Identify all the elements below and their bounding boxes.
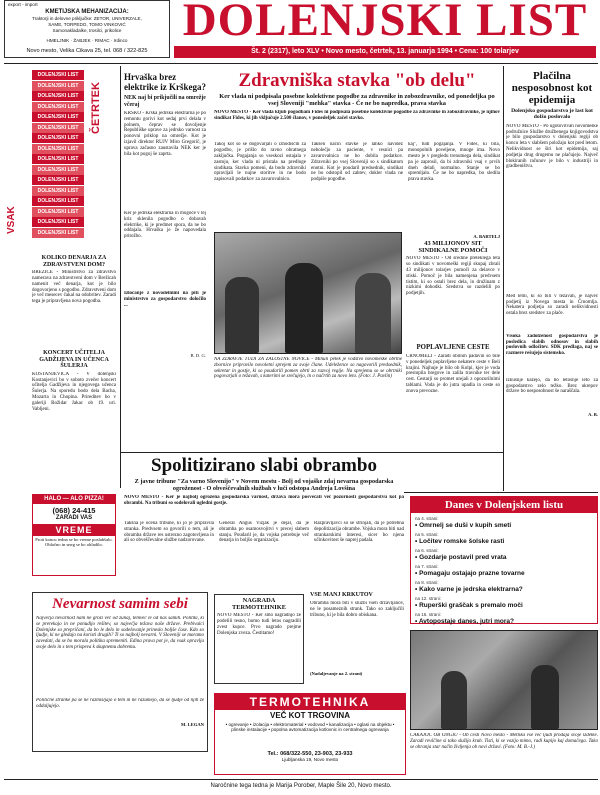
poplavljene-headline: POPLAVLJENE CESTE xyxy=(416,344,490,351)
rule-above-spolitizirano xyxy=(120,452,504,453)
nagrada-headline: NAGRADA TERMOTEHNIKE xyxy=(232,597,286,612)
nevarnost-body: Največja nevarnost nam ne grozi več od zunaj, temveč le od nas samih. Politiki, ki se prerekajo in ne ponudijo rešitev, so največja težava naše države. Prebivalci Dolenjske so prepričani, da bo le delo in sodelovanje prineslo boljše čase. Kdo so ljudje, ki ne gledajo na koristi drugih? Ti so najbolj nevarni. V Sloveniji se moramo zavedati, da se bo morala politika spremeniti. Edina prava pot je, da vsak opravlja svoje delo in s tem prispeva k skupnemu dobremu. xyxy=(36,616,204,650)
strip-item: DOLENJSKI LIST xyxy=(32,133,84,143)
ad-line-1: KMETIJSKA MEHANIZACIJA: xyxy=(45,9,129,15)
placilna-subhead: Dolenjsko gospodarstvo je last kot dolžo poslovalo xyxy=(511,108,593,121)
danes-item-page: na 8. strani: xyxy=(415,580,439,585)
spolitizirano-col-1: Takšna je ocena tribune, ki jo je pripravila stranka. Predvsem so govorili o tem, ali je obramba države res ustrezno zagotovljena in ali so obveščevalne službe nadzorovane. xyxy=(124,521,214,544)
danes-item-page: na 12. strani: xyxy=(415,596,442,601)
zdravniska-deck: Ker vlada ni podpisala posebne kolektivne pogodbe za zdravnike in zobozdravnike, od ponedeljka po vsej Sloveniji "mehka" stavka - Če ne bo napredka, prava stavka xyxy=(219,93,495,108)
ad-line-2: Traktorji in delovne priključke: ZETOR, UNIVERZALE, xyxy=(32,16,142,21)
placilna-headline: Plačilna nesposobnost kot epidemija xyxy=(511,70,593,106)
placilna-body-2: Med temi, ki so bili v težavah, je največ podjetij iz Novega mesta in Črnomlja. Nekatera podjetja so zaradi nelikvidnosti ostala brez sredstev za plače. xyxy=(506,293,598,317)
termotehnika-logo: TERMOTEHNIKA xyxy=(215,694,405,710)
nagrada-body: NOVO MESTO - Ker smo nagradnjo že podelili tesno, bomo tudi letos nagradili zvest kupce. Prvo nagrado prejme Dolenjska zveza. Čestitamo! xyxy=(217,613,301,636)
strip-item: DOLENJSKI LIST xyxy=(32,144,84,154)
spolitizirano-deck: Z javne tribune "Za varno Slovenijo" v Novem mestu - Bolj od vojaške zdaj nevarna gospodarska ogroženost - O obveščevalnih službah v luči odstopa Andreja Lovšina xyxy=(134,478,394,492)
zdravniska-signature: A. BARTELJ xyxy=(473,234,500,239)
strip-item: DOLENJSKI LIST xyxy=(32,123,84,133)
milijonov-body: NOVO MESTO - Od sredine preteklega leta so sindikati v novomeški regiji skupaj zbrali 43 milijonov tolarjev pomoči za delavce v stiski. Pomoč je bila namenjena predvsem tistim, ki so ostali brez dela, in družinam z nizkimi dohodki. Sredstva so razdelili po podjetjih. xyxy=(406,256,500,297)
danes-item-page: na 16. strani: xyxy=(415,612,442,617)
issue-line: Št. 2 (2317), leto XLV • Novo mesto, četrtek, 13. januarja 1994 • Cena: 100 tolarjev xyxy=(174,46,596,58)
bottom-caption: ČAKAJOČ OB ONGIU - Ob cesti Novo mesto - Metlika vse več ljudi prodaja svoje izdelke. Zaradi revščine si tako služijo kruh. Tisti, ki se vozijo mimo, radi kupijo kaj domačega. Tako se ohranja star način življenja ob novi državi. (Foto: M. B.-J.) xyxy=(410,733,598,750)
strip-item: DOLENJSKI LIST xyxy=(32,81,84,91)
placilna-body: NOVO MESTO - Po ugotovitvah novomeške podružnice Službe družbenega knjigovodstva je bilo gospodarstvo v dolenjski regiji ob koncu leta v slabšem položaju kot pred letom. Nelikvidnost se širi kot epidemija, saj podjetja drug drugemu ne plačujejo. Največ blokiranih računov je bilo v industriji in gradbeništvu. xyxy=(506,123,598,170)
photo-caption: NA ZDRAVJE TUDI ZA ŽALOSTNE NOVICE - Minuli petek je vodstvo novomeške obrtne zbornice pripravilo novoletni sprejem za svoje člane. Udeležence so nagovorili predsednik, sekretar in gostje, ki so poudarili pomen obrti za razvoj regije. Na sprejemu so se obrtniki pogovarjali o težavah, s katerimi se srečujejo, in o načrtih za novo leto. (Foto: J. Pavlin) xyxy=(214,357,402,380)
strip-item: DOLENJSKI LIST xyxy=(32,102,84,112)
strip-item: DOLENJSKI LIST xyxy=(32,165,84,175)
rule-under-masthead xyxy=(4,63,598,64)
koliko-headline: KOLIKO DENARJA ZA ZDRAVSTVENI DOM? xyxy=(41,255,107,268)
spolitizirano-col-4: Obramba mora biti v službi vseh državljanov, ne le posameznih strank. Tako so zaključili tribuno, ki je bila dobro obiskana. xyxy=(310,601,404,618)
strip-item: DOLENJSKI LIST xyxy=(32,154,84,164)
nagrada-article xyxy=(214,594,304,684)
hrvaska-headline: Hrvaška brez elektrike iz Krškega? xyxy=(124,72,206,92)
photo-crafts-reception xyxy=(214,232,402,354)
danes-item xyxy=(415,595,593,609)
danes-item-page: na 5. strani: xyxy=(415,532,439,537)
strip-item: DOLENJSKI LIST xyxy=(32,70,84,80)
zdravniska-lead: NOVO MESTO - Ker vlada kljub pogodbam Fides ni podpisala posebne kolektivne pogodbe za zdravnike in zobozdravnike, je njihov sindikat Fides, ki jih vključuje 2.500 članov, v ponedeljek začel stavko. xyxy=(214,110,500,122)
zdravniska-article xyxy=(214,70,500,230)
hrvaska-subhead: NEK naj bi prikjučili na omrežje včeraj xyxy=(124,95,206,108)
danes-item-text: • Avtopostaje danes, jutri mora? xyxy=(415,618,514,625)
zdravniska-headline: Zdravniška stavka "ob delu" xyxy=(238,70,476,91)
koncert-article xyxy=(32,350,116,480)
photo-seller-1 xyxy=(441,671,467,729)
placilna-body-3: Izkušnje kažejo, da bo letošnje leto za gospodarstvo zelo težko. Brez ukrepov države bo nesposobnost še naraščala. xyxy=(506,377,598,395)
sidebar-strip xyxy=(6,70,112,240)
danes-title: Danes v Dolenjskem listu xyxy=(411,497,597,513)
placilna-article xyxy=(506,70,598,490)
masthead-title: DOLENJSKI LIST xyxy=(182,0,588,46)
spolitizirano-continued xyxy=(310,592,404,692)
footer-text: Naročnine tega tedna je Marija Porober, Maple Šile 20, Novo mesto. xyxy=(210,783,392,789)
strip-item: DOLENJSKI LIST xyxy=(32,196,84,206)
hrvaska-body: KRŠKO - Krška jedrska elektrarna je po remontu gorivi kot sedaj prvi delala v polnem, čeprav se dovoljenje Republiške uprave za jedrsko varnost za ponovni priklop na omrežje. Kot je izjavil direktor RUJV Miro Gregorič, je uprava začasno zaustavila NEK ker je bila kot pogoj še zaprta. xyxy=(124,111,206,157)
spolitizirano-col-3: Razpravljavci so se strinjali, da je potrebna depolitizacija obrambe. Vojska mora biti nad strankarskimi interesi, sicer bo njena učinkovitost še naprej padala. xyxy=(314,521,404,544)
nevarnost-signature: M. LEGAN xyxy=(181,722,204,727)
spolitizirano-lead: NOVO MESTO - Ker je najbolj ogrožena gospodarska varnost, država mora posvečati več pozornosti gospodarstvu kot pa obrambi. Na tribuni so sodelovali ugledni gostje. xyxy=(124,495,404,506)
spolitizirano-signature: (Nadaljevanje na 2. strani) xyxy=(310,671,363,676)
zdravniska-col-1: Takoj kot so se dogovarjali o izhodiščih za pogodbo, je prišlo do ravno obratnega zaključka. Pogajanja so vseskozi ostajala v zastoju, ker vlada ni pristala na predloge sindikata. Stavka pomeni, da bodo zdravniki opravljali le nujne storitve in ne bodo zapisovali podatkov za zavarovalnico. xyxy=(214,142,306,183)
halo-weather: Proti koncu tedna se bo vreme poslabšalo. Oblačno in sneg se bo ohladilo. xyxy=(35,537,113,548)
danes-box xyxy=(410,496,598,624)
danes-item xyxy=(415,579,593,593)
placilna-bullet: Visoka zadolženost gospodarstva je posledica slabih odnosov in slabih poslovnih odločitev. SDK predlaga, naj se razmere rešujejo sistemsko. xyxy=(506,333,598,357)
danes-item-text: • Ločitev romske šolske rasti xyxy=(415,538,505,545)
danes-item-text: • Gozdarje postavil pred vrata xyxy=(415,554,507,561)
strip-item: DOLENJSKI LIST xyxy=(32,228,84,238)
danes-item xyxy=(415,611,593,625)
rule-col-left xyxy=(120,66,121,488)
milijonov-article xyxy=(406,240,500,340)
danes-item xyxy=(415,515,593,529)
termotehnika-address: Ljubljanska 19, Novo mesto xyxy=(281,757,339,762)
danes-item-text: • Pomagaju ostajajo prazne tovarne xyxy=(415,570,525,577)
spolitizirano-article xyxy=(124,455,404,590)
photo-figure-left xyxy=(225,277,259,353)
ad-line-4: Samonakladalke, trosilci, prikolice xyxy=(52,28,122,33)
ad-line-0: export - import xyxy=(8,2,38,7)
koliko-body: BREŽICE - Ministrstvo za zdravstvo namerava na zdravstveni dom v Brežicah namenit več denarja, kot je bilo dogovorjeno s pogodbo. Zdravstveni dom je več mesecev čakal na odobritev. Zaradi tega je pripravljena nova pogodba. xyxy=(32,270,116,305)
danes-item xyxy=(415,531,593,545)
halo-ad xyxy=(32,494,116,576)
spolitizirano-col-2: General Angus Vizjak je dejal, da je obramba po osamosvojitvi v precej slabem stanju. Poudaril je, da vojska potrebuje več denarja in boljšo organizacijo. xyxy=(219,521,309,544)
poplavljene-body: ČRNOMELJ - Zaradi obilnih padavin so bile v ponedeljek poplavljene nekatere ceste v Beli krajini. Najhuje je bilo ob Kolpi, kjer je voda prestopila bregove in zalila travnike ter dele cest. Cestarji so promet urejali z opozorilnimi tablami. Voda je do jutra upadla in ceste so znova prevozne. xyxy=(406,354,500,394)
halo-phone: (068) 24-415 xyxy=(52,506,96,515)
strip-label-vsak: VSAK xyxy=(6,206,17,234)
rule-above-danes xyxy=(404,492,598,493)
strip-item: DOLENJSKI LIST xyxy=(32,112,84,122)
strip-item: DOLENJSKI LIST xyxy=(32,91,84,101)
strip-item: DOLENJSKI LIST xyxy=(32,207,84,217)
zdravniska-col-2: Takšen način stavke je lahko navidez nebolečjo za paciente, v resnici pa zavarovalnica ne bo dobila podatkov. Zdravniki po vsej Sloveniji so s sindikatom enotni. Kot je poudaril predsednik, sindikat ne bo odstopil od zahtev, dokler vlada ne podpiše pogodbe. xyxy=(311,142,403,183)
danes-item xyxy=(415,547,593,561)
termotehnika-phone: Tel.: 068/322-550, 23-903, 23-933 xyxy=(267,751,353,757)
danes-item-text: • Kako varne je jedrska elektrarna? xyxy=(415,586,523,593)
photo-figure-right xyxy=(355,273,391,353)
danes-item-text: • Omrnelj se duši v kupih smeti xyxy=(415,522,512,529)
photo-seller-2 xyxy=(531,665,559,729)
halo-title: HALO — ALO PIZZA! xyxy=(33,495,115,504)
poplavljene-article xyxy=(406,344,500,450)
nevarnost-headline: Nevarnost samim sebi xyxy=(52,596,188,612)
termotehnika-ad xyxy=(214,693,406,775)
top-left-ad xyxy=(4,0,170,58)
danes-item-page: na 7. strani: xyxy=(415,564,439,569)
danes-item-page: na 4. strani: xyxy=(415,516,439,521)
rule-col-right xyxy=(503,66,504,491)
photo-figure-center xyxy=(285,263,323,353)
footer-bar xyxy=(4,779,598,793)
danes-item-text: • Ruperški graščak s premalo moči xyxy=(415,602,523,609)
photo-roadside-sellers xyxy=(410,630,598,730)
spolitizirano-headline: Spolitizirano slabi obrambo xyxy=(151,455,377,476)
zdravniska-col-3: kaj", tudi pogajanja. V Fides, ki bila, monopolnih poveljene, mnoge ima. Novo mesto je v pregledu trenutnega dela, sindikat pa je zaprosil, da bi zdravniki vsaj v prvih dneh delali normalno. Stanje se bo spremljalo. Če ne bo napredka, bo sledila prava stavka. xyxy=(408,142,500,183)
ad-address: Novo mesto, Velika Cikava 25, tel. 068 / 322-825 xyxy=(26,48,148,54)
koncert-headline: KONCERT UČITELJA GADŽIJEVA IN UČENCA ŠULERJA xyxy=(39,350,109,370)
vse-manj-headline: VSE MANJ KRKUTOV xyxy=(310,592,373,598)
strip-item: DOLENJSKI LIST xyxy=(32,217,84,227)
termotehnika-list: • ogrevanje • izolacija • elektromaterial • vodovod • kanalizacija • oglasi na objektu • plinske instalacije • popolna avtomatizacija kotlovnic in centralnega ogrevanja xyxy=(225,722,395,733)
hrvaska-note: Izločanje z novodelnimi na piti je ministrstvo za gospodarstvo določilo ... xyxy=(124,291,206,308)
hrvaska-article xyxy=(124,72,206,412)
koncert-body: KOSTANJEVICA - V dolenjski Kostanjevici bo v soboto zvečer koncert učitelja Gadžijeva in njegovega učenca Šulerja. Na sporedu bodo dela Bacha, Mozarta in Chopina. Prireditev bo v galeriji Božidar Jakac ob 19. uri. Vabljeni. xyxy=(32,371,116,412)
hrvaska-body-2: Ker je jedrska elektrarna in mogoče v tej kriz sklenila pogodbo o dobavah elektrike, ki je predmet spora, da ne bo oddajala. Hrvaška je že napovedala pritožbo. xyxy=(124,211,206,240)
ad-line-3: SAME, TORPEDO, TOMO VINKOVIĆ xyxy=(48,22,126,27)
ad-brand-line: HMELJNIK · ŽABJEK · RIMAC · Irdinco xyxy=(46,38,128,43)
danes-item-page: na 6. strani: xyxy=(415,548,439,553)
nevarnost-body-2: Politične stranke pa še ne razmišljajo o tem in ne razumejo, da se ljudje od njih že oddaljujejo. xyxy=(36,698,204,709)
koliko-article xyxy=(32,255,116,345)
termotehnika-slogan: VEČ KOT TRGOVINA xyxy=(269,711,350,720)
halo-free: ZARADI VAS xyxy=(55,515,93,521)
nevarnost-article xyxy=(32,592,208,752)
strip-item: DOLENJSKI LIST xyxy=(32,186,84,196)
danes-item xyxy=(415,563,593,577)
strip-label-cetrtek: ČETRTEK xyxy=(90,82,102,134)
placilna-signature: A. B. xyxy=(588,411,598,417)
hrvaska-signature: B. D. G. xyxy=(190,353,206,358)
halo-brand: VREME xyxy=(33,524,115,536)
milijonov-headline: 43 MILIJONOV SIT SINDIKALNE POMOČI xyxy=(418,240,488,255)
strip-item: DOLENJSKI LIST xyxy=(32,175,84,185)
